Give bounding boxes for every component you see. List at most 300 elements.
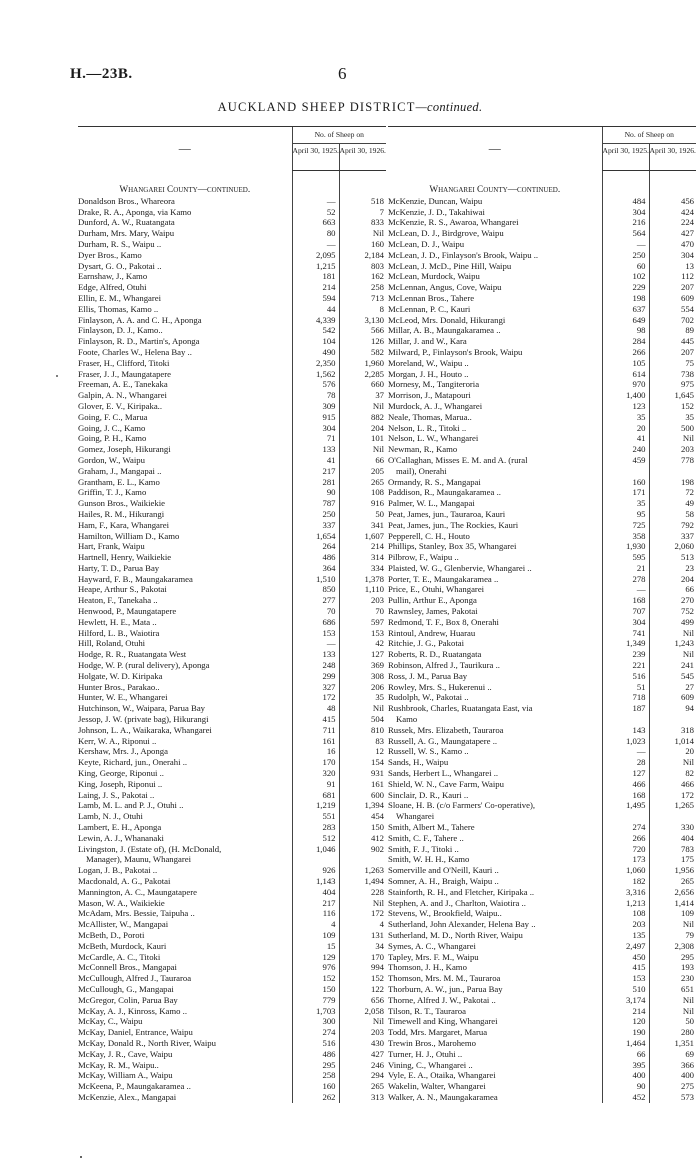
farmer-name-cell: Henwood, P., Maungatapere [78, 606, 177, 617]
sheep-1925-cell: 395 [602, 1060, 649, 1071]
sheep-1925-cell: 60 [602, 261, 649, 272]
sheep-1925-cell: 649 [602, 315, 649, 326]
table-row [388, 822, 696, 833]
farmer-name-cell: Rowley, Mrs. S., Hukerenui .. [388, 681, 492, 692]
sheep-1925-cell: 108 [602, 908, 649, 919]
sheep-1925-cell: 91 [292, 779, 339, 790]
farmer-name-cell: McLennan Bros., Tahere [388, 292, 475, 303]
farmer-name-cell: Millar, J. and W., Kara [388, 336, 467, 347]
table-row [388, 455, 696, 466]
farmer-name-cell: Morrison, J., Matapouri [388, 390, 471, 401]
name-column-header: — [388, 127, 602, 171]
table-row [78, 692, 386, 703]
table-row [388, 628, 696, 639]
table-row [388, 477, 696, 488]
table-row [388, 520, 696, 531]
farmer-name-cell: Russell, A. G., Maungatapere .. [388, 735, 498, 746]
sheep-1926-cell: 330 [649, 822, 696, 833]
sheep-1926-cell: Nil [649, 757, 696, 768]
sheep-1926-cell: 4 [339, 919, 386, 930]
farmer-name-cell: Ormandy, R. S., Mangapai [388, 476, 481, 487]
table-row [388, 865, 696, 876]
table-row [78, 379, 386, 390]
sheep-1925-cell: 240 [602, 444, 649, 455]
sheep-1926-cell: 400 [649, 1070, 696, 1081]
farmer-name-cell: Foote, Charles W., Helena Bay .. [78, 346, 192, 357]
table-row [388, 725, 696, 736]
sheep-1926-cell: 582 [339, 347, 386, 358]
farmer-name-cell: O'Callaghan, Misses E. M. and A. (rural [388, 454, 528, 465]
sheep-1926-cell: 265 [339, 477, 386, 488]
sheep-1926-cell: 20 [649, 746, 696, 757]
table-row [388, 757, 696, 768]
sheep-1926-cell: 513 [649, 552, 696, 563]
sheep-1925-cell: 98 [602, 325, 649, 336]
table-row [388, 487, 696, 498]
farmer-name-cell: Earnshaw, J., Kamo [78, 271, 148, 282]
sheep-1926-cell: 573 [649, 1092, 696, 1103]
sheep-1926-cell: 89 [649, 325, 696, 336]
sheep-1926-cell: 79 [649, 930, 696, 941]
farmer-name-cell: Galpin, A. N., Whangarei [78, 390, 167, 401]
sheep-1925-cell: — [602, 746, 649, 757]
farmer-name-cell: Sloane, H. B. (c/o Farmers' Co-operative), [388, 800, 536, 811]
table-row [78, 714, 386, 725]
sheep-1926-cell: Nil [339, 1016, 386, 1027]
farmer-name-cell: Kamo [396, 714, 418, 725]
sheep-1925-cell: 450 [602, 952, 649, 963]
table-row [388, 671, 696, 682]
table-row [388, 250, 696, 261]
sheep-1926-cell: 1,414 [649, 898, 696, 909]
table-row [78, 1060, 386, 1071]
sheep-1926-cell: 154 [339, 757, 386, 768]
table-row [78, 1027, 386, 1038]
sheep-1925-cell: 281 [292, 477, 339, 488]
sheep-1925-cell [602, 714, 649, 725]
sheep-1925-cell: 153 [602, 973, 649, 984]
sheep-1926-cell: 12 [339, 746, 386, 757]
sheep-1926-cell: 127 [339, 649, 386, 660]
farmer-name-cell: Peat, James, jun., Tauraroa, Kauri [388, 508, 506, 519]
table-row [388, 196, 696, 207]
table-row [78, 908, 386, 919]
farmer-name-cell: Morgan, J. H., Houto .. [388, 368, 469, 379]
sheep-1926-cell: 214 [339, 541, 386, 552]
table-row [78, 811, 386, 822]
table-row [78, 293, 386, 304]
sheep-1926-cell: 193 [649, 962, 696, 973]
table-row [388, 941, 696, 952]
sheep-1925-cell: 190 [602, 1027, 649, 1038]
sheep-1926-cell: 499 [649, 617, 696, 628]
table-row [388, 584, 696, 595]
sheep-1925-cell: 637 [602, 304, 649, 315]
sheep-1926-cell: 175 [649, 854, 696, 865]
sheep-1925-cell: 337 [292, 520, 339, 531]
table-row [78, 358, 386, 369]
farmer-name-cell: Roberts, R. D., Ruatangata [388, 649, 482, 660]
sheep-1925-cell: — [602, 584, 649, 595]
table-row [78, 898, 386, 909]
sheep-1926-cell: 334 [339, 563, 386, 574]
farmer-name-cell: Vining, C., Whangarei .. [388, 1059, 473, 1070]
farmer-name-cell: Timewell and King, Whangarei [388, 1016, 498, 1027]
table-row [78, 865, 386, 876]
table-row [388, 649, 696, 660]
sheep-1925-cell: 304 [602, 207, 649, 218]
sheep-1925-cell: 278 [602, 574, 649, 585]
table-row [388, 692, 696, 703]
farmer-name-cell: Hartnell, Henry, Waikiekie [78, 552, 172, 563]
sheep-1925-cell: 214 [292, 282, 339, 293]
table-row [388, 531, 696, 542]
sheep-1926-cell: 8 [339, 304, 386, 315]
sheep-1926-cell: 101 [339, 433, 386, 444]
sheep-1926-cell: 265 [649, 876, 696, 887]
table-row [388, 541, 696, 552]
sheep-1926-cell: 427 [649, 228, 696, 239]
sheep-1926-cell: 566 [339, 325, 386, 336]
sheep-1925-cell: 1,349 [602, 638, 649, 649]
sheep-1926-cell: 270 [649, 595, 696, 606]
sheep-1925-cell: 2,095 [292, 250, 339, 261]
sheep-1925-cell: 51 [602, 682, 649, 693]
sheep-1925-cell: 510 [602, 984, 649, 995]
sheep-1925-cell: 415 [292, 714, 339, 725]
sheep-1925-cell: 129 [292, 952, 339, 963]
left-table-body [78, 171, 386, 1103]
sheep-1926-cell: 152 [339, 973, 386, 984]
sheep-1926-cell: 2,285 [339, 369, 386, 380]
sheep-1926-cell: 204 [339, 423, 386, 434]
table-row [388, 282, 696, 293]
farmer-name-cell: Holgate, W. D. Kiripaka [78, 670, 163, 681]
sheep-1926-cell: 518 [339, 196, 386, 207]
farmer-name-cell: Moreland, W., Waipu .. [388, 357, 469, 368]
sheep-1925-cell: 787 [292, 498, 339, 509]
sheep-1926-cell: 224 [649, 217, 696, 228]
sheep-1926-cell: 69 [649, 1049, 696, 1060]
farmer-name-cell: Going, J. C., Kamo [78, 422, 146, 433]
farmer-name-cell: Heape, Arthur S., Pakotai [78, 584, 167, 595]
sheep-1926-cell: 170 [339, 952, 386, 963]
farmer-name-cell: Going, P. H., Kamo [78, 433, 147, 444]
table-row [78, 779, 386, 790]
sheep-1926-cell: 23 [649, 563, 696, 574]
table-row [388, 315, 696, 326]
table-row [388, 984, 696, 995]
sheep-1926-cell [649, 811, 696, 822]
sheep-1926-cell: 660 [339, 379, 386, 390]
column-header-1926: April 30, 1926. [649, 144, 696, 171]
report-code: H.—23B. [70, 66, 133, 82]
table-row [388, 293, 696, 304]
table-row [388, 1027, 696, 1038]
sheep-1925-cell: 1,213 [602, 898, 649, 909]
sheep-1925-cell: 304 [292, 423, 339, 434]
sheep-1926-cell: 50 [649, 1016, 696, 1027]
farmer-name-cell: Keyte, Richard, jun., Onerahi .. [78, 757, 188, 768]
sheep-1926-cell: 504 [339, 714, 386, 725]
farmer-name-cell: McKay, A. J., Kinross, Kamo .. [78, 1005, 187, 1016]
sheep-1926-cell: 152 [649, 401, 696, 412]
farmer-name-cell: Smith, W. H. H., Kamo [388, 854, 470, 865]
sheep-1925-cell [602, 466, 649, 477]
farmer-name-cell: Kershaw, Mrs. J., Aponga [78, 746, 168, 757]
table-row [78, 854, 386, 865]
farmer-name-cell: McBeth, D., Poroti [78, 929, 145, 940]
farmer-name-cell: McAdam, Mrs. Bessie, Taipuha .. [78, 908, 195, 919]
sheep-1926-cell: 738 [649, 369, 696, 380]
table-row [388, 574, 696, 585]
sheep-1925-cell: 109 [292, 930, 339, 941]
farmer-name-cell: Symes, A. C., Whangarei [388, 940, 476, 951]
farmer-name-cell: Thorne, Alfred J. W., Pakotai .. [388, 994, 496, 1005]
page-number: 6 [338, 64, 347, 83]
table-row [388, 433, 696, 444]
farmer-name-cell: McKenzie, R. S., Awaroa, Whangarei [388, 217, 519, 228]
sheep-1925-cell: 299 [292, 671, 339, 682]
table-row [388, 1081, 696, 1092]
sheep-1926-cell: 265 [339, 1081, 386, 1092]
sheep-1925-cell: 614 [602, 369, 649, 380]
sheep-1926-cell: 1,956 [649, 865, 696, 876]
sheep-1925-cell: 976 [292, 962, 339, 973]
sheep-1926-cell: 545 [649, 671, 696, 682]
sheep-1926-cell: 1,265 [649, 800, 696, 811]
table-row [78, 315, 386, 326]
farmer-name-cell: Fraser, J. J., Maungatapere [78, 368, 172, 379]
sheep-1926-cell: 1,263 [339, 865, 386, 876]
sheep-1925-cell: 274 [292, 1027, 339, 1038]
farmer-name-cell: Hill, Roland, Otuhi [78, 638, 146, 649]
sheep-1925-cell: 78 [292, 390, 339, 401]
farmer-name-cell: Graham, J., Mangapai .. [78, 465, 162, 476]
farmer-name-cell: Mason, W. A., Waikiekie [78, 897, 165, 908]
sheep-1925-cell: 44 [292, 304, 339, 315]
table-row [78, 261, 386, 272]
sheep-1925-cell: 542 [292, 325, 339, 336]
sheep-1925-cell: 203 [602, 919, 649, 930]
sheep-1926-cell: 204 [649, 574, 696, 585]
farmer-name-cell: Sutherland, M. D., North River, Waipu [388, 929, 523, 940]
sheep-1926-cell: 783 [649, 844, 696, 855]
farmer-name-cell: Sands, H., Waipu [388, 757, 449, 768]
table-row [78, 423, 386, 434]
farmer-name-cell: McCardle, A. C., Titoki [78, 951, 161, 962]
farmer-name-cell: Sinclair, D. R., Kauri .. [388, 789, 469, 800]
sheep-1925-cell: 3,316 [602, 887, 649, 898]
sheep-1926-cell: 1,014 [649, 736, 696, 747]
table-row [388, 325, 696, 336]
table-row [388, 207, 696, 218]
farmer-name-cell: Going, F. C., Marua [78, 411, 148, 422]
sheep-1926-cell: 35 [649, 412, 696, 423]
sheep-1925-cell: 459 [602, 455, 649, 466]
sheep-1926-cell: 313 [339, 1092, 386, 1103]
sheep-1925-cell [602, 811, 649, 822]
farmer-name-cell: Smith, Albert M., Tahere [388, 822, 475, 833]
sheep-1925-cell: 90 [292, 487, 339, 498]
sheep-1926-cell: 702 [649, 315, 696, 326]
farmer-name-cell: Finlayson, A. A. and C. H., Aponga [78, 314, 202, 325]
table-row [388, 919, 696, 930]
farmer-name-cell: Logan, J. B., Pakotai .. [78, 865, 158, 876]
sheep-1925-cell: 66 [602, 1049, 649, 1060]
sheep-1926-cell: 153 [339, 628, 386, 639]
farmer-name-cell: McAllister, W., Mangapai [78, 919, 169, 930]
farmer-name-cell: Millar, A. B., Maungakaramea .. [388, 325, 501, 336]
right-table-body [388, 171, 696, 1103]
sheep-1925-cell: 250 [292, 509, 339, 520]
sheep-1925-cell: 48 [292, 703, 339, 714]
farmer-name-cell: Stevens, W., Brookfield, Waipu.. [388, 908, 502, 919]
table-row [388, 779, 696, 790]
farmer-name-cell: McLennan, P. C., Kauri [388, 303, 471, 314]
farmer-name-cell: McLean, Murdock, Waipu [388, 271, 480, 282]
sheep-1925-cell: 1,703 [292, 1006, 339, 1017]
table-row [78, 757, 386, 768]
farmer-name-cell: Neale, Thomas, Marua.. [388, 411, 472, 422]
farmer-name-cell: Pullin, Arthur E., Aponga [388, 595, 477, 606]
right-table [388, 126, 696, 1103]
sheep-1926-cell: 280 [649, 1027, 696, 1038]
farmer-name-cell: McLennan, Angus, Cove, Waipu [388, 282, 502, 293]
sheep-1925-cell: 277 [292, 595, 339, 606]
sheep-1926-cell: 2,060 [649, 541, 696, 552]
table-row [388, 369, 696, 380]
farmer-name-cell: McLean, D. J., Birdgrove, Waipu [388, 228, 504, 239]
table-row [388, 304, 696, 315]
sheep-1925-cell: 304 [602, 617, 649, 628]
farmer-name-cell: McKay, Donald R., North River, Waipu [78, 1037, 216, 1048]
sheep-1925-cell: 725 [602, 520, 649, 531]
page-title [0, 100, 700, 115]
table-row [388, 768, 696, 779]
sheep-1925-cell: 4,339 [292, 315, 339, 326]
table-row [78, 844, 386, 855]
sheep-1926-cell: 246 [339, 1060, 386, 1071]
farmer-name-cell: Shield, W. N., Cave Farm, Waipu [388, 778, 504, 789]
farmer-name-cell: McBeth, Murdock, Kauri [78, 940, 167, 951]
sheep-1926-cell: 304 [649, 250, 696, 261]
sheep-1925-cell: 551 [292, 811, 339, 822]
table-row [78, 768, 386, 779]
farmer-name-cell: Somner, A. H., Braigh, Waipu .. [388, 876, 499, 886]
table-row [388, 401, 696, 412]
farmer-name-cell: Manager), Maunu, Whangarei [86, 854, 192, 865]
table-row [388, 358, 696, 369]
sheep-1926-cell: 2,308 [649, 941, 696, 952]
sheep-1925-cell: 1,464 [602, 1038, 649, 1049]
table-row [388, 412, 696, 423]
sheep-1926-cell: 172 [339, 908, 386, 919]
sheep-1925-cell: 594 [292, 293, 339, 304]
farmer-name-cell: Pepperell, C. H., Houto [388, 530, 470, 541]
table-row [388, 239, 696, 250]
sheep-count-group-header: No. of Sheep on [602, 127, 696, 144]
sheep-1926-cell: 500 [649, 423, 696, 434]
sheep-1926-cell: 75 [649, 358, 696, 369]
table-row [388, 660, 696, 671]
table-row [78, 930, 386, 941]
sheep-1925-cell: — [292, 239, 339, 250]
sheep-1926-cell: 1,645 [649, 390, 696, 401]
sheep-1925-cell: 20 [602, 423, 649, 434]
table-row [78, 466, 386, 477]
sheep-1926-cell: 160 [339, 239, 386, 250]
farmer-name-cell: Milward, P., Finlayson's Brook, Waipu [388, 346, 523, 357]
sheep-1926-cell: 470 [649, 239, 696, 250]
farmer-name-cell: Tapley, Mrs. F. M., Waipu [388, 951, 479, 962]
sheep-1926-cell: 931 [339, 768, 386, 779]
sheep-1926-cell: 109 [649, 908, 696, 919]
farmer-name-cell: Somerville and O'Neill, Kauri .. [388, 865, 499, 876]
table-row [78, 800, 386, 811]
farmer-name-cell: Redmond, T. F., Box 8, Onerahi [388, 616, 499, 627]
sheep-1926-cell: 275 [649, 1081, 696, 1092]
sheep-1926-cell: Nil [649, 995, 696, 1006]
table-row [78, 606, 386, 617]
table-row [78, 628, 386, 639]
sheep-1925-cell: 258 [292, 1070, 339, 1081]
farmer-name-cell: Ellis, Thomas, Kamo .. [78, 303, 159, 314]
table-row [388, 423, 696, 434]
table-row [78, 649, 386, 660]
table-row [388, 908, 696, 919]
sheep-1925-cell: 171 [602, 487, 649, 498]
farmer-name-cell: McGregor, Colin, Parua Bay [78, 994, 178, 1005]
farmer-name-cell: Lamb, N. J., Otuhi [78, 811, 143, 822]
farmer-name-cell: Peat, James, jun., The Rockies, Kauri [388, 519, 519, 530]
farmer-name-cell: Griffin, T. J., Kamo [78, 487, 147, 498]
sheep-1925-cell: 35 [602, 498, 649, 509]
sheep-1926-cell: Nil [649, 649, 696, 660]
sheep-1925-cell: 274 [602, 822, 649, 833]
table-row [78, 1070, 386, 1081]
table-row [388, 736, 696, 747]
sheep-1925-cell: 2,350 [292, 358, 339, 369]
table-row [78, 682, 386, 693]
table-row [78, 217, 386, 228]
table-row [388, 1038, 696, 1049]
sheep-1926-cell: 295 [649, 952, 696, 963]
sheep-1926-cell: 366 [649, 1060, 696, 1071]
sheep-1926-cell: 49 [649, 498, 696, 509]
sheep-1925-cell: 161 [292, 736, 339, 747]
farmer-name-cell: Nelson, L. W., Whangarei [388, 433, 479, 444]
farmer-name-cell: Heaton, F., Tanekaha .. [78, 595, 158, 606]
sheep-1925-cell: 216 [602, 217, 649, 228]
farmer-name-cell: Thomson, J. H., Kamo [388, 962, 467, 973]
farmer-name-cell: Mannington, A. C., Maungatapere [78, 886, 197, 897]
sheep-1926-cell: Nil [649, 433, 696, 444]
sheep-1926-cell: 792 [649, 520, 696, 531]
sheep-1926-cell: 172 [649, 790, 696, 801]
table-row [78, 228, 386, 239]
print-speck [56, 375, 58, 377]
table-row [78, 282, 386, 293]
table-row [78, 401, 386, 412]
sheep-1925-cell: 105 [602, 358, 649, 369]
table-row [78, 325, 386, 336]
sheep-1926-cell: 206 [339, 682, 386, 693]
sheep-1925-cell: 1,510 [292, 574, 339, 585]
sheep-1925-cell: 266 [602, 833, 649, 844]
sheep-1925-cell: 217 [292, 466, 339, 477]
sheep-1925-cell: 926 [292, 865, 339, 876]
